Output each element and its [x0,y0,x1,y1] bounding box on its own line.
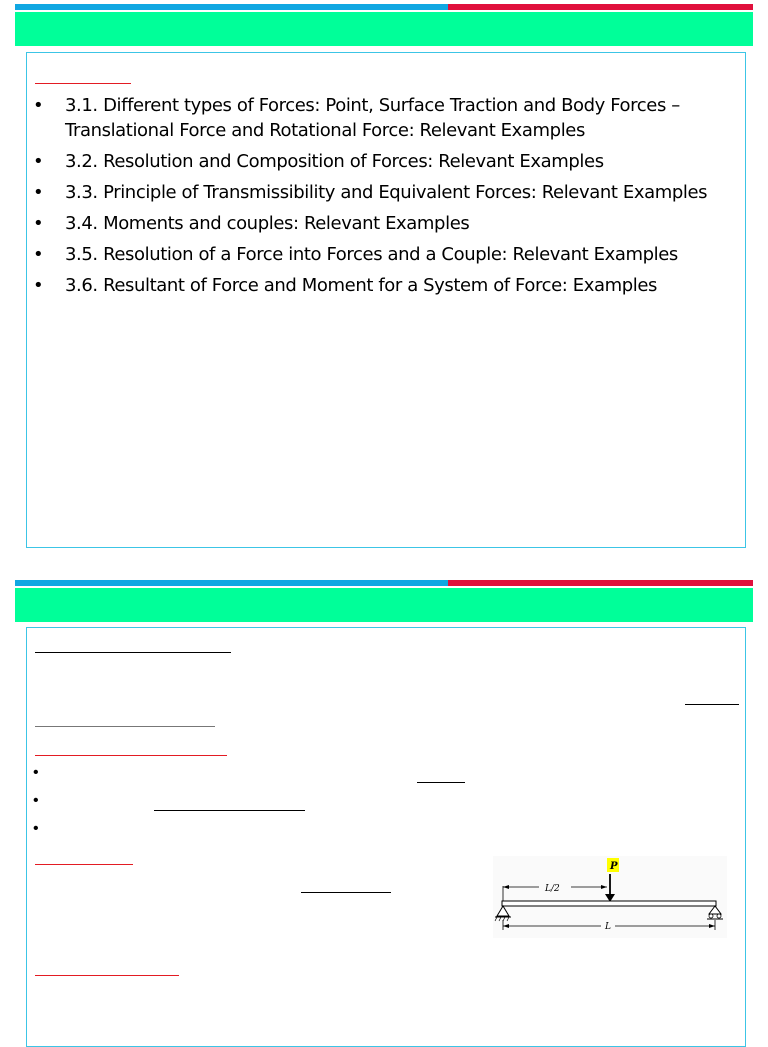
bullet: • [33,95,44,116]
slide-2-content-box [26,627,746,1047]
topic-text: 3.1. Different types of Forces: Point, Surface Traction and Body Forces – Translational Force and Rotational Force: Relevant Examples [65,95,680,141]
subheading-underline-red [35,864,133,865]
inline-underline [685,704,739,705]
bullet: • [33,275,44,296]
slide-2-title-bar [15,588,753,622]
bullet: • [33,182,44,203]
slide-1-top-accent-bar [15,4,753,10]
topic-text: 3.2. Resolution and Composition of Forces: Relevant Examples [65,151,604,172]
simply-supported-beam-figure [493,856,727,938]
accent-bar-red [448,4,753,10]
topic-item [33,93,733,143]
accent-bar-blue [15,580,448,586]
slide-1-content-box [26,52,746,548]
accent-bar-red [448,580,753,586]
topic-item [33,180,733,205]
topic-text: 3.4. Moments and couples: Relevant Examples [65,213,470,234]
bullet: • [33,820,39,837]
topic-text: 3.5. Resolution of a Force into Forces and a Couple: Relevant Examples [65,244,678,265]
topic-item [33,149,733,174]
slide-2-top-accent-bar [15,580,753,586]
bullet: • [33,244,44,265]
topic-text: 3.3. Principle of Transmissibility and Equivalent Forces: Relevant Examples [65,182,708,203]
heading-underline-black [35,652,231,653]
subheading-underline-red [35,975,179,976]
inline-underline [154,810,305,811]
span-label: L [605,922,611,932]
subheading-underline-gray [35,726,215,727]
bullet: • [33,792,39,809]
slide-1-title-bar [15,12,753,46]
topic-list [33,93,733,304]
slide-1-heading-underline [35,83,131,84]
bullet: • [33,213,44,234]
half-span-label: L/2 [545,884,560,894]
topic-item [33,242,733,267]
topic-item [33,273,733,298]
load-label: P [610,861,618,872]
subheading-underline-red [35,755,227,756]
inline-underline [301,892,391,893]
accent-bar-blue [15,4,448,10]
bullet: • [33,764,39,781]
inline-underline [417,782,465,783]
topic-item [33,211,733,236]
bullet: • [33,151,44,172]
slide-2 [0,576,768,1024]
topic-text: 3.6. Resultant of Force and Moment for a System of Force: Examples [65,275,658,296]
beam [502,901,716,906]
